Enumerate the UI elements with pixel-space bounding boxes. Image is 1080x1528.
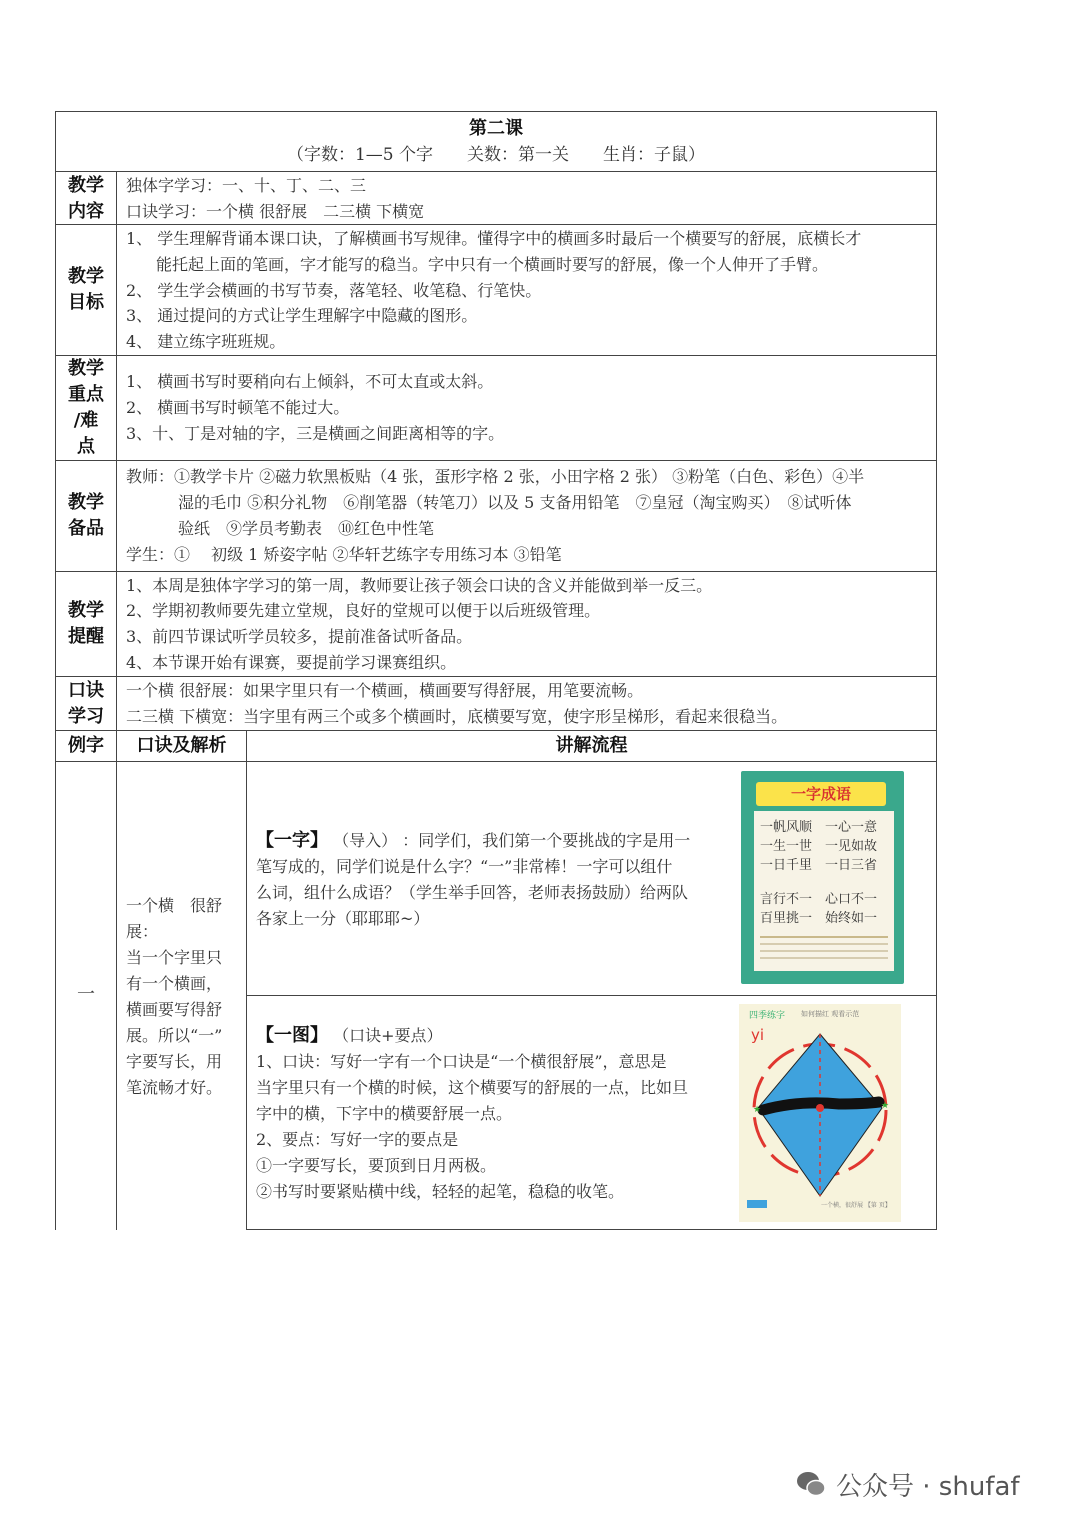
idiom-line: 百里挑一 始终如一 bbox=[760, 911, 878, 926]
step2-line: ①一字要写长，要顶到日月两极。 bbox=[256, 1156, 497, 1175]
row-separator bbox=[55, 730, 937, 731]
label-line: /难 bbox=[73, 410, 99, 431]
wechat-icon bbox=[796, 1470, 826, 1498]
label-line: 重点 bbox=[68, 384, 104, 405]
idiom-line: 一日千里 一日三省 bbox=[760, 858, 878, 873]
step2-line: 2、要点：写好一字的要点是 bbox=[256, 1130, 459, 1149]
row-label-reminder bbox=[55, 598, 117, 650]
step2-line: 1、口诀：写好一字有一个口诀是“一个横很舒展”，意思是 bbox=[256, 1052, 667, 1071]
divider bbox=[760, 943, 888, 945]
analysis-line: 横画要写得舒 bbox=[126, 1000, 223, 1019]
diagram-header-left: 四季练字 bbox=[749, 1011, 786, 1021]
example-char: 一 bbox=[77, 984, 95, 1005]
row-separator bbox=[55, 171, 937, 172]
analysis-line: 展： bbox=[126, 922, 159, 941]
divider bbox=[760, 957, 888, 959]
row-label-goals bbox=[55, 264, 117, 316]
header-process: 讲解流程 bbox=[555, 735, 628, 756]
label-line: 点 bbox=[77, 436, 95, 457]
table-border-right bbox=[936, 111, 937, 1230]
diagram-footer: 一个横，很舒展 【第 页】 bbox=[821, 1202, 891, 1209]
idiom-line: 一帆风顺 一心一意 bbox=[760, 820, 878, 835]
wechat-icon-svg bbox=[796, 1470, 826, 1498]
label-line: 口诀 bbox=[68, 680, 104, 701]
idiom-card-panel bbox=[754, 811, 894, 971]
label-line: 学习 bbox=[68, 706, 104, 727]
supplies-line-2: 湿的毛巾 ⑤积分礼物 ⑥削笔器（转笔刀）以及 5 支备用铅笔 ⑦皇冠（淘宝购买） ⑧试听体 bbox=[178, 493, 852, 512]
content-line-1: 独体字学习：一、十、丁、二、三 bbox=[126, 176, 367, 195]
label-line: 教学 bbox=[68, 358, 104, 379]
idiom-card-title: 一字成语 bbox=[756, 782, 886, 806]
row-separator bbox=[246, 995, 937, 996]
diagram-header-right: 如何描红 观看示范 bbox=[801, 1010, 860, 1018]
supplies-line-3: 验纸 ⑨学员考勤表 ⑩红色中性笔 bbox=[178, 519, 435, 538]
idiom-line: 言行不一 心口不一 bbox=[760, 892, 878, 907]
row-label-rhyme bbox=[55, 678, 117, 730]
lesson-title: 第二课 bbox=[469, 118, 523, 139]
diagram-graphic bbox=[739, 1004, 901, 1222]
character-diagram-image bbox=[739, 1004, 901, 1222]
analysis-line: 一个横 很舒 bbox=[126, 896, 223, 915]
step2-line: ②书写时要紧贴横中线，轻轻的起笔，稳稳的收笔。 bbox=[256, 1182, 625, 1201]
step1-line: 么词，组什么成语？（学生举手回答，老师表扬鼓励）给两队 bbox=[256, 883, 689, 902]
goal-line-4: 3、 通过提问的方式让学生理解字中隐藏的图形。 bbox=[126, 306, 478, 325]
header-example-char: 例字 bbox=[68, 735, 104, 756]
goal-line-5: 4、 建立练字班班规。 bbox=[126, 332, 286, 351]
label-line: 教学 bbox=[68, 492, 104, 513]
focus-line-1: 1、 横画书写时要稍向右上倾斜，不可太直或太斜。 bbox=[126, 372, 494, 391]
center-dot bbox=[816, 1104, 824, 1112]
idiom-card-image bbox=[741, 771, 904, 984]
step2-line: 字中的横，下字中的横要舒展一点。 bbox=[256, 1104, 513, 1123]
column-separator bbox=[246, 730, 247, 1230]
focus-line-3: 3、十、丁是对轴的字，三是横画之间距离相等的字。 bbox=[126, 424, 505, 443]
step1-line: 笔写成的，同学们说是什么字？“一”非常棒！一字可以组什 bbox=[256, 857, 673, 876]
analysis-line: 笔流畅才好。 bbox=[126, 1078, 223, 1097]
row-separator bbox=[55, 676, 937, 677]
table-border-bottom bbox=[246, 1229, 937, 1230]
row-label-content bbox=[55, 173, 117, 225]
goal-line-3: 2、 学生学会横画的书写节奏，落笔轻、收笔稳、行笔快。 bbox=[126, 281, 542, 300]
step2-line: 当字里只有一个横的时候，这个横要写的舒展的一点，比如旦 bbox=[256, 1078, 689, 1097]
focus-line-2: 2、 横画书写时顿笔不能过大。 bbox=[126, 398, 350, 417]
analysis-line: 展。所以“一” bbox=[126, 1026, 223, 1045]
label-line: 备品 bbox=[68, 518, 104, 539]
row-separator bbox=[55, 355, 937, 356]
label-line: 提醒 bbox=[68, 626, 104, 647]
header-analysis: 口诀及解析 bbox=[136, 735, 227, 756]
row-separator bbox=[55, 761, 937, 762]
reminder-line-4: 4、本节课开始有课赛，要提前学习课赛组织。 bbox=[126, 653, 457, 672]
goal-line-2: 能托起上面的笔画，字才能写的稳当。字中只有一个横画时要写的舒展，像一个人伸开了手臂。 bbox=[156, 255, 829, 274]
logo-mark bbox=[747, 1200, 767, 1208]
idiom-line: 一生一世 一见如故 bbox=[760, 839, 878, 854]
analysis-line: 字要写长，用 bbox=[126, 1052, 223, 1071]
divider bbox=[760, 936, 888, 938]
step1-line: 各家上一分（耶耶耶~） bbox=[256, 909, 430, 928]
rhyme-line-2: 二三横 下横宽：当字里有两三个或多个横画时，底横要写宽，使字形呈梯形，看起来很稳当。 bbox=[126, 707, 788, 726]
label-line: 教学 bbox=[68, 175, 104, 196]
label-line: 内容 bbox=[68, 201, 104, 222]
supplies-line-4: 学生：① 初级 1 矫姿字帖 ②华轩艺练字专用练习本 ③铅笔 bbox=[126, 545, 562, 564]
star-icon: ★ bbox=[753, 1105, 762, 1115]
content-line-2: 口诀学习：一个横 很舒展 二三横 下横宽 bbox=[126, 202, 425, 221]
supplies-line-1: 教师：①教学卡片 ②磁力软黑板贴（4 张，蛋形字格 2 张，小田字格 2 张） ③粉笔（白色、彩色）④半 bbox=[126, 467, 865, 486]
row-separator bbox=[55, 571, 937, 572]
step1-heading: 【一字】 bbox=[256, 830, 328, 851]
reminder-line-2: 2、学期初教师要先建立堂规，良好的堂规可以便于以后班级管理。 bbox=[126, 601, 601, 620]
goal-line-1: 1、 学生理解背诵本课口诀，了解横画书写规律。懂得字中的横画多时最后一个横要写的舒展，底横长才 bbox=[126, 229, 862, 248]
step2-heading: 【一图】 bbox=[256, 1025, 328, 1046]
table-border-top bbox=[55, 111, 937, 112]
lesson-subtitle: （字数：1—5 个字 关数：第一关 生肖：子鼠） bbox=[286, 145, 706, 165]
step1-line: ：同学们，我们第一个要挑战的字是用一 bbox=[402, 831, 691, 850]
diagram-pinyin: yi bbox=[751, 1026, 765, 1044]
watermark-text: 公众号 · shufaf bbox=[836, 1472, 1020, 1502]
reminder-line-3: 3、前四节课试听学员较多，提前准备试听备品。 bbox=[126, 627, 473, 646]
rhyme-line-1: 一个横 很舒展：如果字里只有一个横画，横画要写得舒展，用笔要流畅。 bbox=[126, 681, 644, 700]
label-line: 目标 bbox=[68, 292, 104, 313]
row-label-supplies bbox=[55, 490, 117, 542]
star-icon: ★ bbox=[881, 1101, 890, 1111]
step1-tag: （导入） bbox=[333, 831, 398, 850]
row-label-focus bbox=[55, 356, 117, 460]
reminder-line-1: 1、本周是独体字学习的第一周，教师要让孩子领会口诀的含义并能做到举一反三。 bbox=[126, 576, 713, 595]
divider bbox=[760, 950, 888, 952]
label-line: 教学 bbox=[68, 600, 104, 621]
analysis-line: 当一个字里只 bbox=[126, 948, 223, 967]
step2-tag: （口诀+要点） bbox=[333, 1026, 443, 1045]
analysis-line: 有一个横画， bbox=[126, 974, 223, 993]
label-line: 教学 bbox=[68, 266, 104, 287]
row-separator bbox=[55, 460, 937, 461]
